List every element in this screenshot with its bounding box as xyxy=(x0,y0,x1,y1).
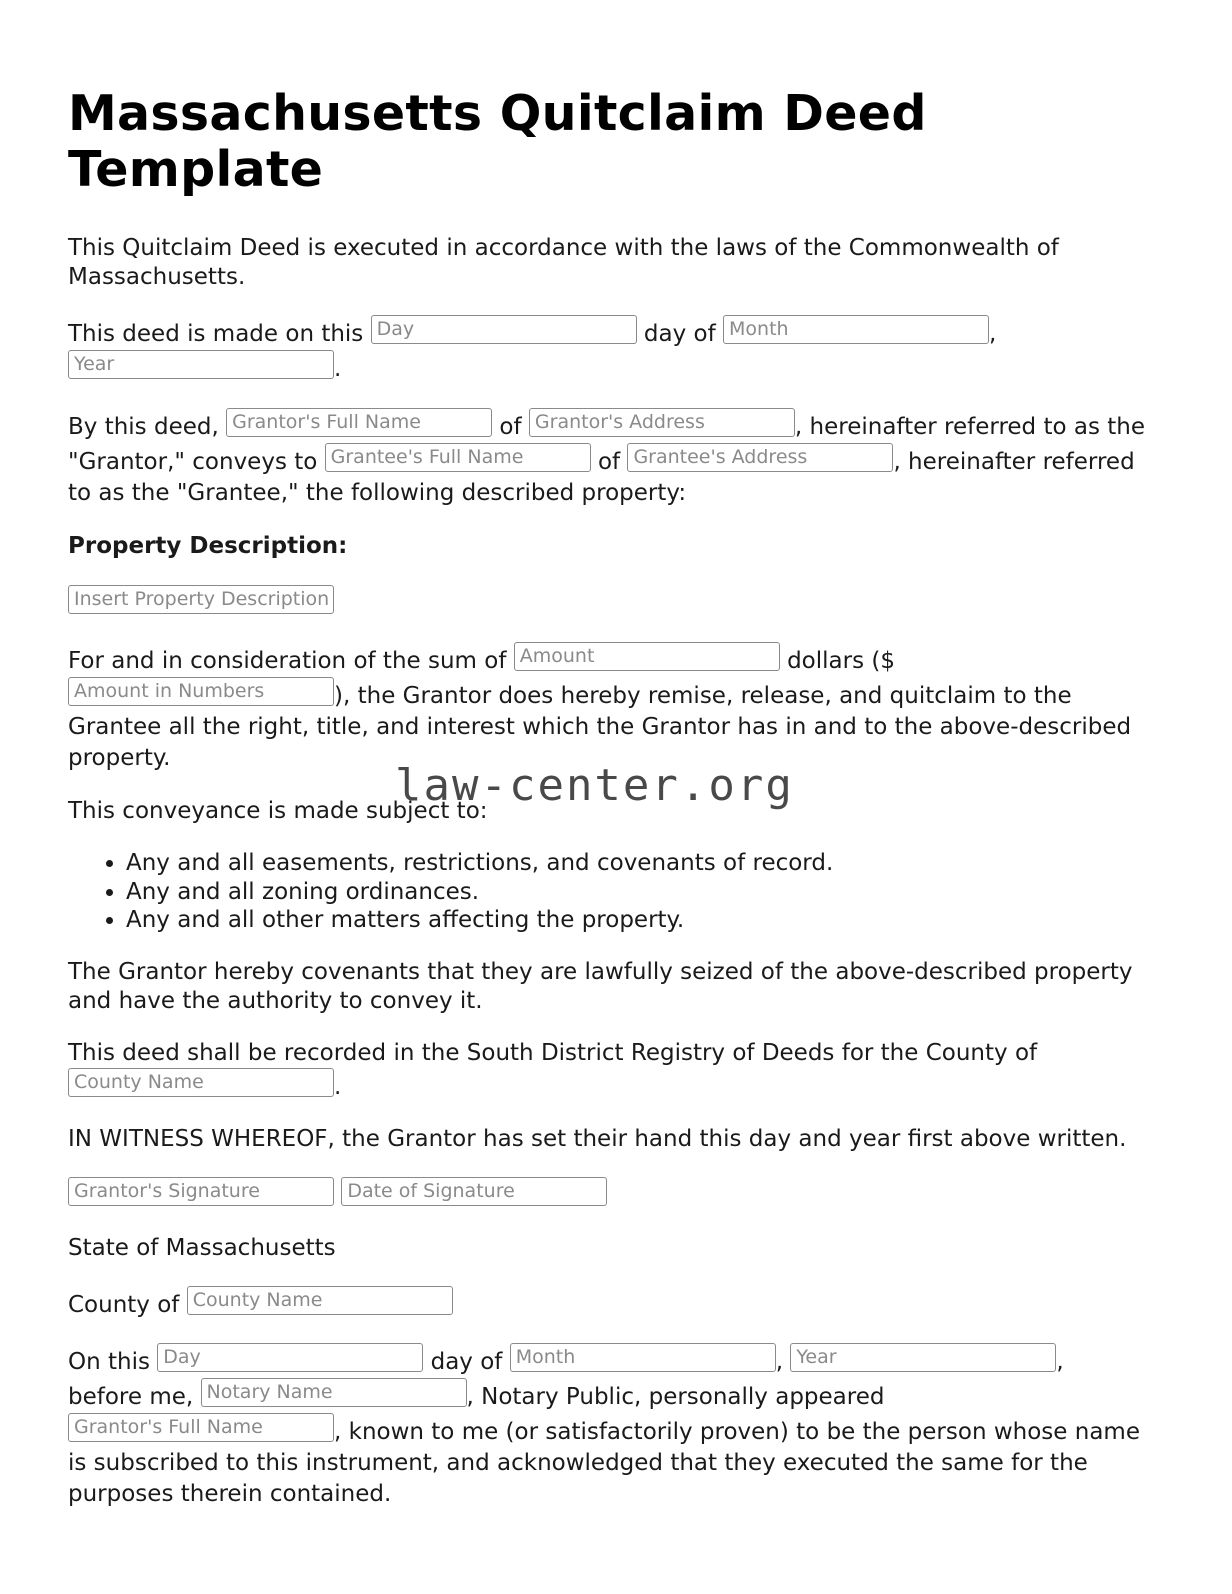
list-item: • Any and all other matters affecting the property. xyxy=(126,906,1158,935)
recording-paragraph xyxy=(68,1039,1158,1102)
witness-paragraph: IN WITNESS WHEREOF, the Grantor has set their hand this day and year first above written. xyxy=(68,1125,1127,1152)
notary-public-text: , Notary Public, personally appeared xyxy=(466,1383,885,1410)
consideration-end-text: ), the Grantor does hereby remise, release, and quitclaim to the Grantee all the right, title, and interest which the Grantor has in and to the above-described property. xyxy=(68,683,1132,771)
comma-text: , xyxy=(775,1348,784,1375)
on-this-text: On this xyxy=(68,1348,150,1375)
subject-to-list xyxy=(68,849,1158,935)
parties-paragraph xyxy=(68,408,1158,509)
notary-county-row xyxy=(68,1286,1158,1320)
amount-field[interactable]: Amount xyxy=(514,642,780,671)
notary-month-field[interactable]: Month xyxy=(510,1343,776,1372)
subject-to-intro: This conveyance is made subject to: xyxy=(68,798,488,824)
parties-end-text: , hereinafter referred to as the "Grantee," the following described property: xyxy=(68,449,1135,506)
comma-text: , xyxy=(989,321,997,347)
date-paragraph xyxy=(68,315,1158,385)
grantee-name-field[interactable]: Grantee's Full Name xyxy=(325,443,591,472)
notary-year-field[interactable]: Year xyxy=(790,1343,1056,1372)
notary-day-field[interactable]: Day xyxy=(157,1343,423,1372)
notary-name-field[interactable]: Notary Name xyxy=(201,1378,467,1407)
county-prefix: County of xyxy=(68,1291,180,1318)
notary-end-text: , known to me (or satisfactorily proven) to be the person whose name is subscribed to this instrument, and acknowledged that they executed the same for the purposes therein contained. xyxy=(68,1418,1140,1507)
signature-date-field[interactable]: Date of Signature xyxy=(341,1177,607,1206)
property-description-row xyxy=(68,585,1158,619)
watermark: law-center.org xyxy=(395,760,794,811)
recording-text: This deed shall be recorded in the South District Registry of Deeds for the County of xyxy=(68,1039,1038,1066)
comma-text: , xyxy=(1056,1348,1064,1375)
grantor-address-field[interactable]: Grantor's Address xyxy=(529,408,795,437)
month-field[interactable]: Month xyxy=(723,315,989,344)
notary-grantor-name-field[interactable]: Grantor's Full Name xyxy=(68,1413,334,1442)
date-prefix: This deed is made on this xyxy=(68,321,364,347)
list-item: • Any and all easements, restrictions, and covenants of record. xyxy=(126,849,1158,878)
signature-row xyxy=(68,1177,1158,1211)
dollars-text: dollars ($ xyxy=(787,648,895,674)
period-text: . xyxy=(334,356,342,382)
of-text: of xyxy=(597,449,621,475)
notary-paragraph xyxy=(68,1343,1158,1510)
consideration-prefix: For and in consideration of the sum of xyxy=(68,648,507,674)
notary-county-field[interactable]: County Name xyxy=(187,1286,453,1315)
grantor-name-field[interactable]: Grantor's Full Name xyxy=(226,408,492,437)
before-me-text: before me, xyxy=(68,1383,194,1410)
day-of-text: day of xyxy=(643,321,716,347)
of-text: of xyxy=(499,414,522,440)
consideration-paragraph xyxy=(68,642,1158,774)
parties-mid-text: , hereinafter referred to as the "Grantor," conveys to xyxy=(68,414,1145,475)
parties-prefix: By this deed, xyxy=(68,414,219,440)
list-item: • Any and all zoning ordinances. xyxy=(126,878,1158,907)
year-field[interactable]: Year xyxy=(68,350,334,379)
grantor-signature-field[interactable]: Grantor's Signature xyxy=(68,1177,334,1206)
day-field[interactable]: Day xyxy=(371,315,637,344)
period-text: . xyxy=(334,1073,342,1100)
grantee-address-field[interactable]: Grantee's Address xyxy=(627,443,893,472)
property-heading: Property Description: xyxy=(68,533,348,559)
recording-county-field[interactable]: County Name xyxy=(68,1068,334,1097)
notary-state: State of Massachusetts xyxy=(68,1234,336,1261)
property-description-field[interactable]: Insert Property Description xyxy=(68,585,334,614)
covenant-paragraph: The Grantor hereby covenants that they are lawfully seized of the above-described property and have the authority to convey it. xyxy=(68,958,1133,1014)
day-of-text: day of xyxy=(430,1348,503,1375)
page-title: Massachusetts Quitclaim Deed Template xyxy=(68,85,927,198)
intro-paragraph: This Quitclaim Deed is executed in accordance with the laws of the Commonwealth of Massachusetts. xyxy=(68,235,1059,290)
amount-numbers-field[interactable]: Amount in Numbers xyxy=(68,677,334,706)
